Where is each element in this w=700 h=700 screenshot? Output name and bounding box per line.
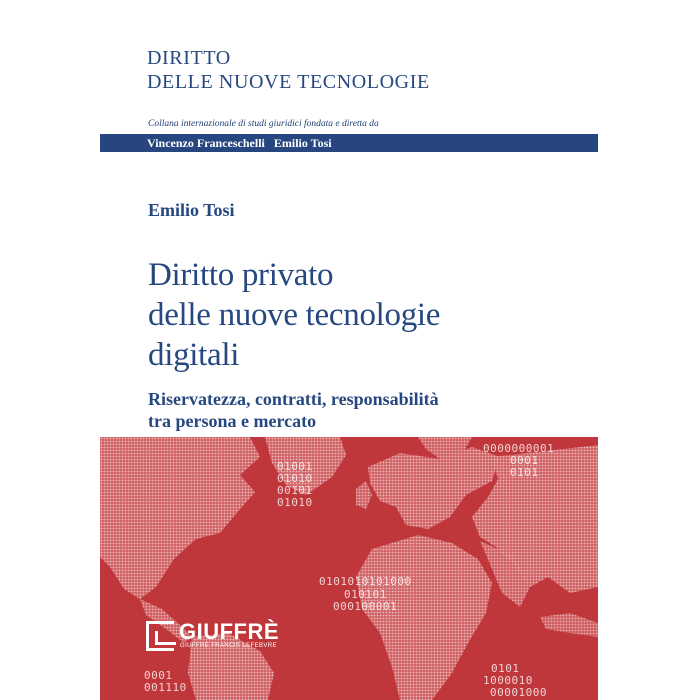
publisher-logo <box>146 621 296 655</box>
series-title-line: DELLE NUOVE TECNOLOGIE <box>147 71 430 93</box>
binary-text: 0101 <box>510 466 539 479</box>
series-title <box>147 46 430 94</box>
binary-text: 0001 <box>510 454 539 467</box>
author-name: Emilio Tosi <box>148 200 235 220</box>
publisher-name: GIUFFRÈ <box>179 619 280 644</box>
book-title <box>148 255 440 375</box>
binary-text: 0000000001 <box>483 442 555 455</box>
binary-text: 1000010 <box>483 674 533 687</box>
landmass-british-isles <box>356 481 372 509</box>
binary-text: 000100001 <box>333 600 398 613</box>
series-title-line: DIRITTO <box>147 47 231 69</box>
binary-text: 01001 <box>277 460 313 473</box>
binary-text: 0101010101000 <box>319 575 412 588</box>
landmass-africa <box>356 535 492 700</box>
binary-text: 0101 <box>491 662 520 675</box>
binary-text: 01010 <box>277 496 313 509</box>
book-title-line: Diritto privato <box>148 257 334 293</box>
book-title-line: delle nuove tecnologie <box>148 297 441 333</box>
world-map-illustration <box>100 437 598 700</box>
book-subtitle <box>148 388 439 432</box>
series-directors-band <box>100 134 598 152</box>
book-subtitle-line: Riservatezza, contratti, responsabilità <box>148 389 439 409</box>
binary-text: 010101 <box>344 588 387 601</box>
binary-text: 0001 <box>144 669 173 682</box>
book-subtitle-line: tra persona e mercato <box>148 411 317 431</box>
publisher-group: GIUFFRÈ FRANCIS LEFEBVRE <box>180 643 277 649</box>
director-name: Emilio Tosi <box>273 136 332 150</box>
series-note: Collana internazionale di studi giuridici fondata e diretta da <box>148 119 379 129</box>
binary-text: 001110 <box>144 681 187 694</box>
binary-text: 00101 <box>277 484 313 497</box>
book-title-line: digitali <box>148 337 240 373</box>
landmass-islands <box>540 613 598 637</box>
director-name: Vincenzo Franceschelli <box>147 136 265 150</box>
publisher-mark-icon <box>146 621 174 651</box>
book-cover <box>100 0 598 700</box>
binary-text: 00001000 <box>490 686 547 699</box>
binary-text: 01010 <box>277 472 313 485</box>
landmass-north-america <box>100 437 260 599</box>
series-directors <box>147 136 332 151</box>
